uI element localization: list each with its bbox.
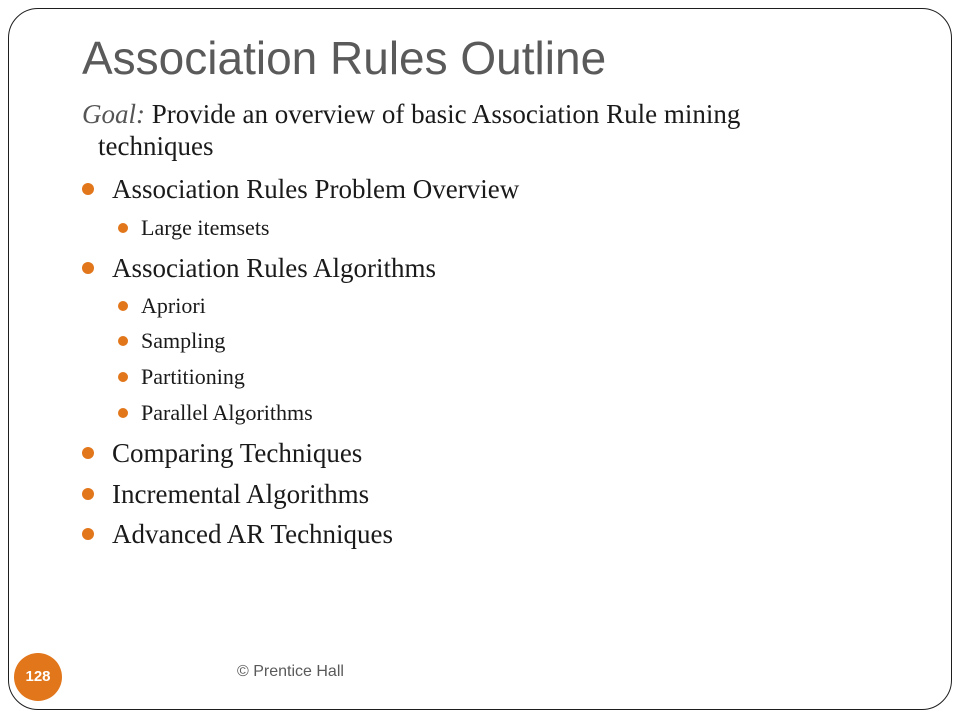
outline-item-algorithms bbox=[112, 252, 436, 284]
outline-item-text: Incremental Algorithms bbox=[112, 479, 370, 509]
outline-subitem-parallel-algorithms bbox=[141, 399, 313, 427]
bullet-icon bbox=[118, 372, 128, 382]
outline-item-text: Advanced AR Techniques bbox=[112, 519, 394, 549]
goal-text-line2: techniques bbox=[98, 131, 214, 161]
outline-item-text: Sampling bbox=[141, 328, 226, 353]
bullet-icon bbox=[82, 528, 94, 540]
outline-item-comparing-techniques bbox=[112, 437, 362, 469]
bullet-icon bbox=[118, 408, 128, 418]
bullet-icon bbox=[118, 301, 128, 311]
bullet-icon bbox=[118, 223, 128, 233]
goal-text-line1: Provide an overview of basic Association Rule mining bbox=[145, 99, 741, 129]
outline-item-text: Apriori bbox=[141, 293, 206, 318]
bullet-icon bbox=[82, 447, 94, 459]
outline-item-text: Large itemsets bbox=[141, 215, 270, 240]
bullet-icon bbox=[82, 183, 94, 195]
outline-item-text: Partitioning bbox=[141, 364, 245, 389]
outline-item-text: Comparing Techniques bbox=[112, 438, 363, 468]
outline-item-text: Association Rules Problem Overview bbox=[112, 174, 520, 204]
goal-label: Goal: bbox=[82, 99, 145, 129]
outline-item-incremental-algorithms bbox=[112, 478, 369, 510]
outline-subitem-sampling bbox=[141, 327, 225, 355]
footer-copyright: © Prentice Hall bbox=[237, 663, 344, 680]
outline-item-text: Association Rules Algorithms bbox=[112, 253, 436, 283]
outline-item-problem-overview bbox=[112, 173, 519, 205]
bullet-icon bbox=[82, 262, 94, 274]
outline-subitem-apriori bbox=[141, 292, 206, 320]
page-number-badge: 128 bbox=[14, 653, 62, 701]
outline-subitem-large-itemsets bbox=[141, 214, 270, 242]
goal-statement bbox=[82, 98, 882, 162]
bullet-icon bbox=[118, 336, 128, 346]
outline-subitem-partitioning bbox=[141, 363, 245, 391]
outline-item-text: Parallel Algorithms bbox=[141, 400, 313, 425]
outline-item-advanced-techniques bbox=[112, 518, 393, 550]
bullet-icon bbox=[82, 488, 94, 500]
slide-title: Association Rules Outline bbox=[82, 32, 607, 84]
